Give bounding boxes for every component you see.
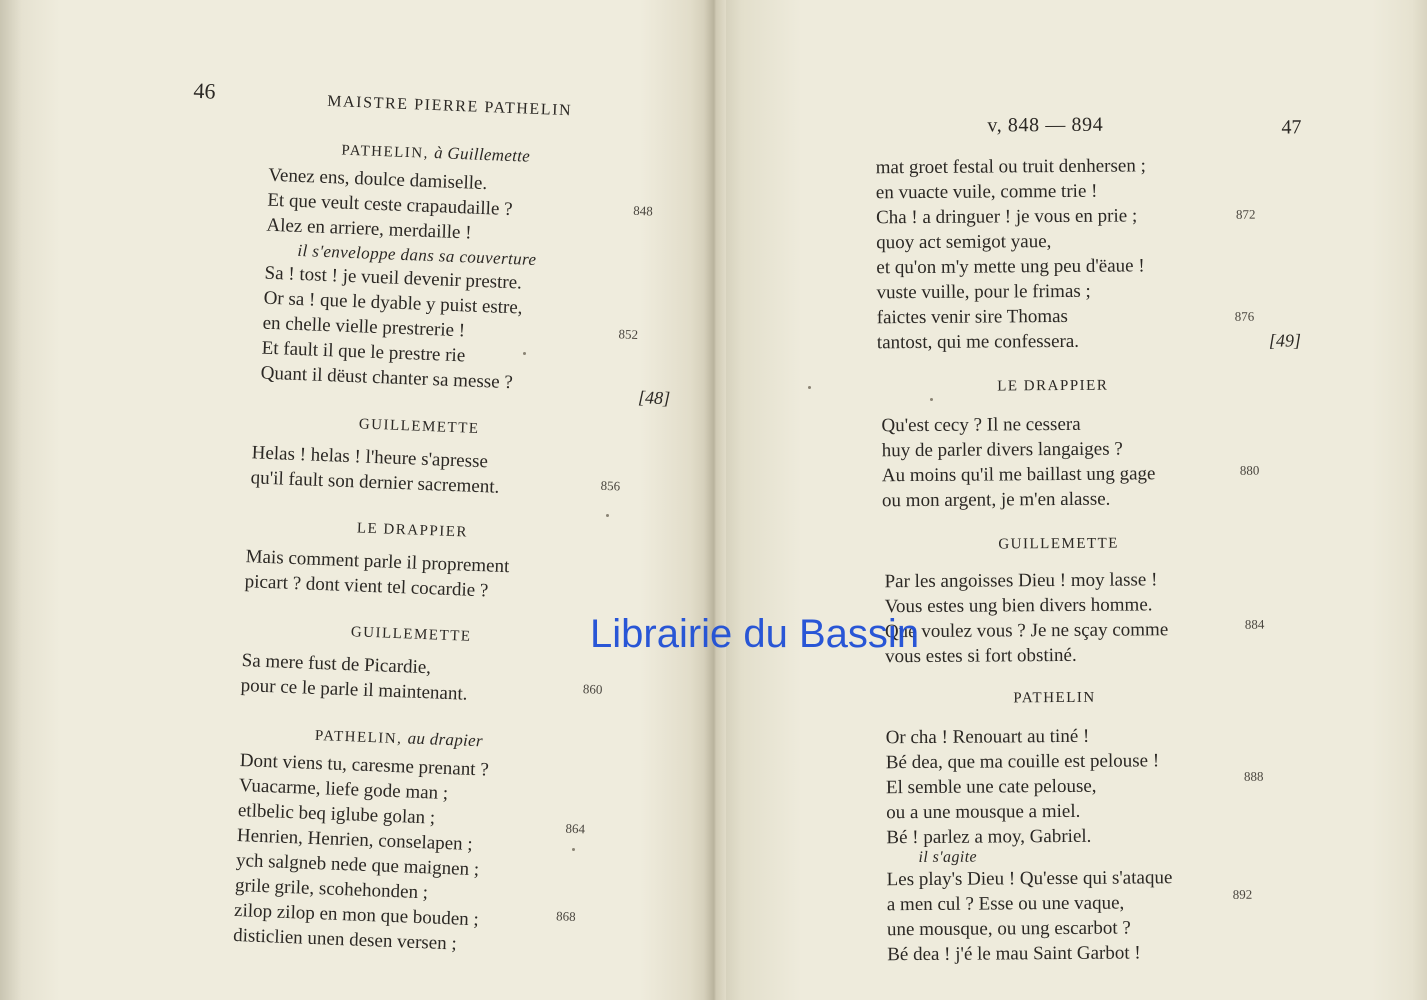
verse-line: tantost, qui me confessera. [876, 330, 1080, 354]
verse-block [244, 544, 510, 604]
verse-line: mat groet festal ou truit denhersen ; [875, 155, 1146, 179]
verse-line: Cha ! a dringuer ! je vous en prie ; [875, 205, 1138, 229]
line-number: 856 [600, 477, 621, 494]
verse-line: en chelle vielle prestrerie ! [262, 312, 466, 342]
verse-line: huy de parler divers langaiges ? [881, 438, 1123, 462]
verse-line: Au moins qu'il me baillast ung gage [881, 463, 1156, 487]
verse-line: ych salgneb nede que maignen ; [235, 849, 480, 881]
verse-line: Vuacarme, liefe gode man ; [238, 775, 449, 805]
verse-line: qu'il fault son dernier sacrement. [250, 467, 500, 498]
verse-line: Helas ! helas ! l'heure s'apresse [251, 442, 489, 473]
stage-direction: il s'enveloppe dans sa couverture [297, 240, 537, 270]
verse-line: en vuacte vuile, comme trie ! [875, 180, 1098, 204]
verse-line: ou a une mousque a miel. [886, 800, 1081, 824]
speaker-heading: GUILLEMETTE [998, 535, 1120, 553]
page-marker: [48] [637, 387, 671, 409]
line-number: 888 [1243, 768, 1264, 784]
verse-line: Sa ! tost ! je vueil devenir prestre. [264, 262, 523, 294]
verse-line: pour ce le parle il maintenant. [240, 675, 468, 705]
line-number: 864 [565, 820, 586, 837]
speaker-heading: LE DRAPPIER [356, 520, 469, 541]
verse-line: ou mon argent, je m'en alasse. [881, 488, 1111, 512]
book-gutter [704, 0, 726, 1000]
verse-line: zilop zilop en mon que bouden ; [233, 899, 480, 931]
verse-line: Que voulez vous ? Je ne sçay comme [884, 619, 1169, 643]
verse-line: Or cha ! Renouart au tiné ! [885, 725, 1090, 749]
verse-line: Venez ens, doulce damiselle. [267, 164, 488, 195]
speaker-heading: PATHELIN, au drapier [314, 727, 484, 751]
verse-line: etlbelic beq iglube golan ; [237, 800, 436, 829]
verse-line: Dont viens tu, caresme prenant ? [239, 750, 490, 781]
speaker-heading: GUILLEMETTE [350, 624, 472, 645]
verse-line: faictes venir sire Thomas [876, 305, 1068, 329]
line-number: 848 [633, 202, 654, 219]
verse-line: Et fault il que le prestre rie [261, 337, 466, 367]
verse-line: vous estes si fort obstiné. [885, 644, 1077, 668]
verse-line: Bé dea, que ma couille est pelouse ! [885, 750, 1160, 774]
verse-line: Vous estes ung bien divers homme. [884, 594, 1153, 618]
running-head: v, 848 — 894 [987, 113, 1104, 137]
verse-line: Par les angoisses Dieu ! moy lasse ! [884, 569, 1158, 593]
verse-line: Alez en arriere, merdaille ! [266, 214, 472, 244]
line-number: 868 [555, 908, 576, 925]
page-number: 46 [193, 77, 217, 104]
stage-direction: il s'agite [918, 848, 978, 867]
page-marker: [49] [1268, 330, 1301, 351]
verse-block [233, 748, 490, 957]
verse-line: Les play's Dieu ! Qu'esse qui s'ataque [886, 867, 1173, 891]
verse-line: Bé ! parlez a moy, Gabriel. [886, 825, 1092, 849]
verse-line: El semble une cate pelouse, [885, 775, 1097, 799]
line-number: 884 [1244, 616, 1265, 632]
line-number: 872 [1235, 206, 1256, 222]
verse-block [887, 865, 1173, 967]
verse-line: disticlien unen desen versen ; [232, 924, 458, 955]
speaker-heading: GUILLEMETTE [358, 416, 480, 437]
line-number: 860 [582, 681, 603, 697]
right-page [712, 0, 1427, 1000]
verse-block [266, 163, 514, 247]
verse-line: vuste vuille, pour le frimas ; [876, 280, 1091, 304]
speaker-heading: PATHELIN [1013, 689, 1096, 707]
verse-line: Et que veult ceste crapaudaille ? [267, 189, 513, 221]
line-number: 880 [1239, 462, 1260, 478]
watermark: Librairie du Bassin [590, 612, 920, 656]
page-number: 47 [1281, 116, 1302, 139]
verse-line: Bé dea ! j'é le mau Saint Garbot ! [887, 942, 1141, 966]
verse-line: Quant il dëust chanter sa messe ? [260, 362, 514, 394]
verse-line: Or sa ! que le dyable y puist estre, [263, 287, 523, 319]
verse-line: et qu'on m'y mette ung peu d'ëaue ! [876, 255, 1145, 279]
verse-block [240, 648, 469, 707]
line-number: 892 [1232, 886, 1253, 902]
verse-line: une mousque, ou ung escarbot ? [886, 917, 1131, 941]
verse-block [250, 440, 501, 500]
line-number: 852 [618, 326, 639, 343]
verse-line: Henrien, Henrien, conselapen ; [236, 824, 474, 856]
line-number: 876 [1234, 308, 1255, 324]
verse-line: Sa mere fust de Picardie, [241, 650, 432, 679]
verse-line: Qu'est cecy ? Il ne cessera [881, 413, 1081, 437]
left-page-text [0, 0, 712, 1000]
running-head: MAISTRE PIERRE PATHELIN [326, 92, 573, 120]
verse-block [876, 153, 1148, 355]
left-page [0, 0, 712, 1000]
right-page-text [712, 0, 1427, 1000]
speaker-heading: PATHELIN, à Guillemette [341, 142, 531, 166]
verse-line: grile grile, scohehonden ; [234, 874, 429, 904]
verse-block [886, 723, 1160, 850]
verse-line: a men cul ? Esse ou une vaque, [886, 892, 1125, 916]
verse-block [881, 411, 1155, 513]
verse-block [260, 261, 524, 396]
verse-block [884, 567, 1168, 669]
speaker-heading: LE DRAPPIER [997, 377, 1109, 395]
verse-line: Mais comment parle il proprement [245, 546, 510, 578]
verse-line: quoy act semigot yaue, [876, 231, 1052, 254]
verse-line: picart ? dont vient tel cocardie ? [244, 571, 489, 602]
